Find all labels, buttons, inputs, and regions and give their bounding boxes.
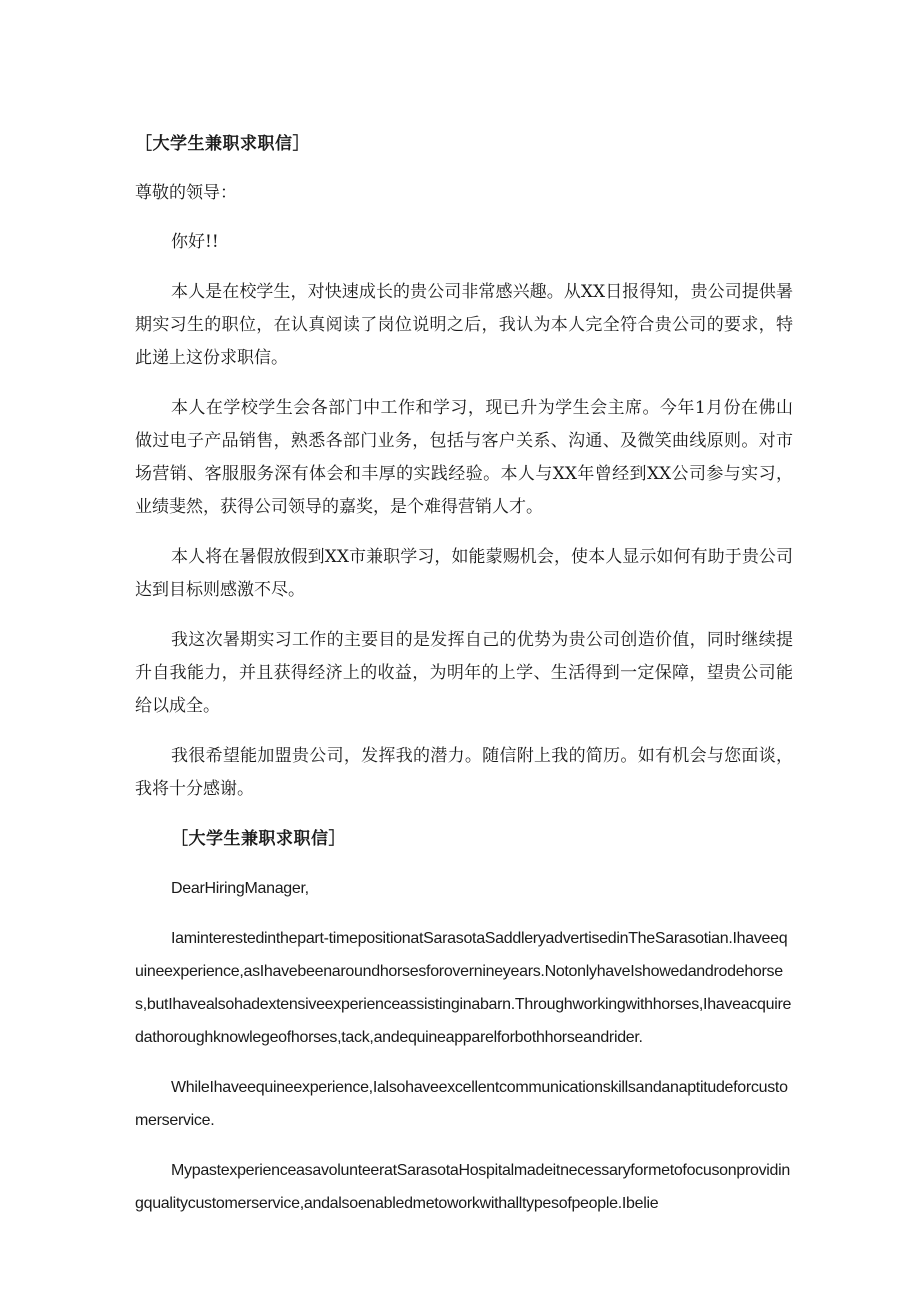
salutation: 尊敬的领导： [135,183,237,203]
paragraph-closing: 我很希望能加盟贵公司，发挥我的潜力。随信附上我的简历。如有机会与您面谈，我将十分感谢。 [135,746,793,799]
english-paragraph-skills: WhileIhaveequineexperience,Ialsohaveexcellentcommunicationskillsandanaptitudeforcustomerservice. [135,1079,788,1129]
greeting: 你好!! [171,232,219,252]
document-title: ［大学生兼职求职信］ [135,134,310,154]
paragraph-experience: 本人在学校学生会各部门中工作和学习，现已升为学生会主席。今年1月份在佛山做过电子产品销售，熟悉各部门业务，包括与客户关系、沟通、及微笑曲线原则。对市场营销、客服服务深有体会和丰厚的实践经验。本人与XX年曾经到XX公司参与实习，业绩斐然，获得公司领导的嘉奖，是个难得营销人才。 [135,398,793,517]
cover-letter [135,128,793,1237]
paragraph-goals: 我这次暑期实习工作的主要目的是发挥自己的优势为贵公司创造价值，同时继续提升自我能力，并且获得经济上的收益，为明年的上学、生活得到一定保障，望贵公司能给以成全。 [135,630,793,716]
paragraph-request: 本人将在暑假放假到XX市兼职学习，如能蒙赐机会，使本人显示如何有助于贵公司达到目标则感激不尽。 [135,547,793,600]
english-paragraph-volunteer: MypastexperienceasavolunteeratSarasotaHospitalmadeitnecessaryformetofocusonprovidingqualitycustomerservice,andalsoenabledmetoworkwithalltypesofpeople.Ibelie [135,1162,791,1212]
paragraph-intro: 本人是在校学生，对快速成长的贵公司非常感兴趣。从XX日报得知，贵公司提供暑期实习生的职位，在认真阅读了岗位说明之后，我认为本人完全符合贵公司的要求，特此递上这份求职信。 [135,282,793,368]
section-title-english: ［大学生兼职求职信］ [171,829,346,849]
english-salutation: DearHiringManager, [171,880,309,897]
english-paragraph-experience: Iaminterestedinthepart-timepositionatSarasotaSaddleryadvertisedinTheSarasotian.Ihaveequineexperience,asIhavebeenaroundhorsesforovernineyears.NotonlyhaveIshowedandrodehorses,butIhavealsohadextensiveexperienceassistinginabarn.Throughworkingwithhorses,Ihaveacquiredathoroughknowlegeofhorses,tack,andequineapparelforbothhorseandrider. [135,930,792,1046]
